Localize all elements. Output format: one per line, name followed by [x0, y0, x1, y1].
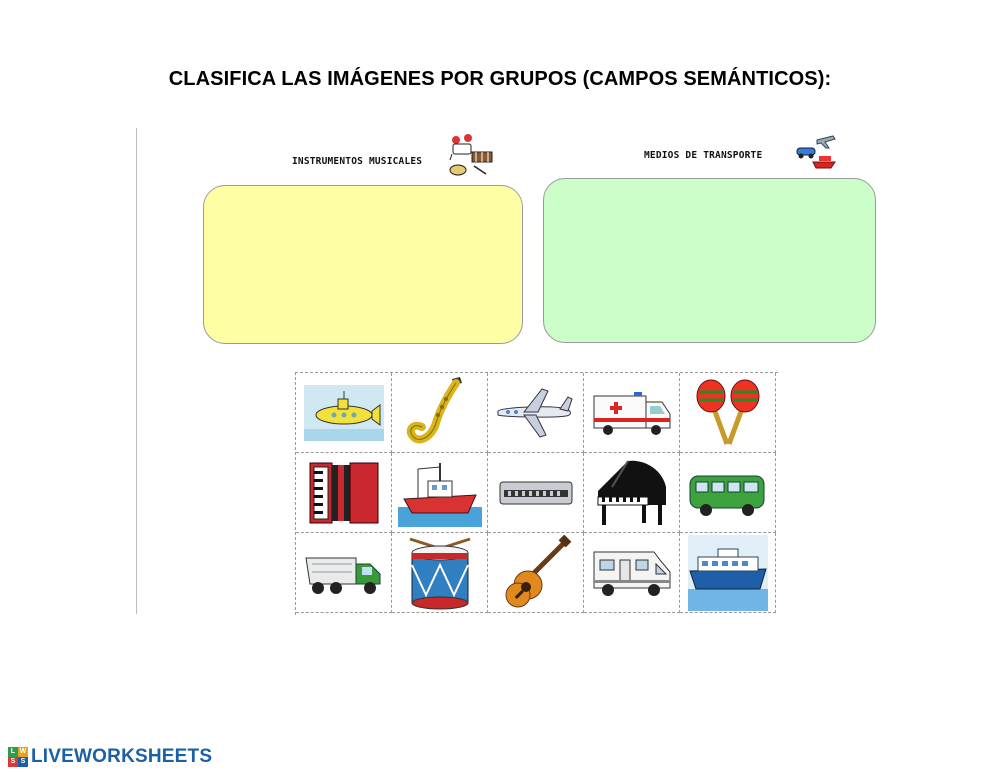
card-grand-piano[interactable]: [584, 453, 680, 533]
ferry-icon: [688, 535, 768, 611]
card-van[interactable]: [680, 453, 776, 533]
guitar-icon: [498, 535, 574, 611]
drum-icon: [402, 535, 478, 611]
airplane-icon: [494, 385, 578, 441]
card-drum[interactable]: [392, 533, 488, 613]
van-icon: [686, 468, 770, 518]
card-fishing-boat[interactable]: [392, 453, 488, 533]
drop-zone-musical-instruments[interactable]: [203, 185, 523, 344]
card-accordion[interactable]: [296, 453, 392, 533]
drum-kit-icon: [446, 134, 494, 178]
card-guitar[interactable]: [488, 533, 584, 613]
ambulance-icon: [590, 388, 674, 438]
harmonica-icon: [498, 478, 574, 508]
liveworksheets-brand-text: LIVEWORKSHEETS: [31, 746, 213, 767]
card-maracas[interactable]: [680, 373, 776, 453]
fishing-boat-icon: [398, 459, 482, 527]
submarine-icon: [304, 385, 384, 441]
vehicles-icon: [795, 134, 837, 172]
garbage-truck-icon: [302, 550, 386, 596]
image-cards-grid: [295, 372, 778, 615]
motorhome-icon: [590, 546, 674, 600]
page-title: CLASIFICA LAS IMÁGENES POR GRUPOS (CAMPOS SEMÁNTICOS):: [168, 68, 832, 90]
card-airplane[interactable]: [488, 373, 584, 453]
card-garbage-truck[interactable]: [296, 533, 392, 613]
card-saxophone[interactable]: [392, 373, 488, 453]
drop-zone-transport[interactable]: [543, 178, 876, 343]
card-ambulance[interactable]: [584, 373, 680, 453]
card-ferry[interactable]: [680, 533, 776, 613]
group-label-music: INSTRUMENTOS MUSICALES: [292, 156, 423, 167]
card-motorhome[interactable]: [584, 533, 680, 613]
card-harmonica[interactable]: [488, 453, 584, 533]
group-label-transport: MEDIOS DE TRANSPORTE: [644, 150, 763, 161]
saxophone-icon: [400, 375, 480, 451]
margin-line: [136, 128, 137, 614]
maracas-icon: [693, 376, 763, 450]
liveworksheets-logo-icon: L W S S: [8, 747, 28, 767]
liveworksheets-logo[interactable]: [8, 746, 212, 768]
card-submarine[interactable]: [296, 373, 392, 453]
accordion-icon: [304, 457, 384, 529]
grand-piano-icon: [592, 457, 672, 529]
